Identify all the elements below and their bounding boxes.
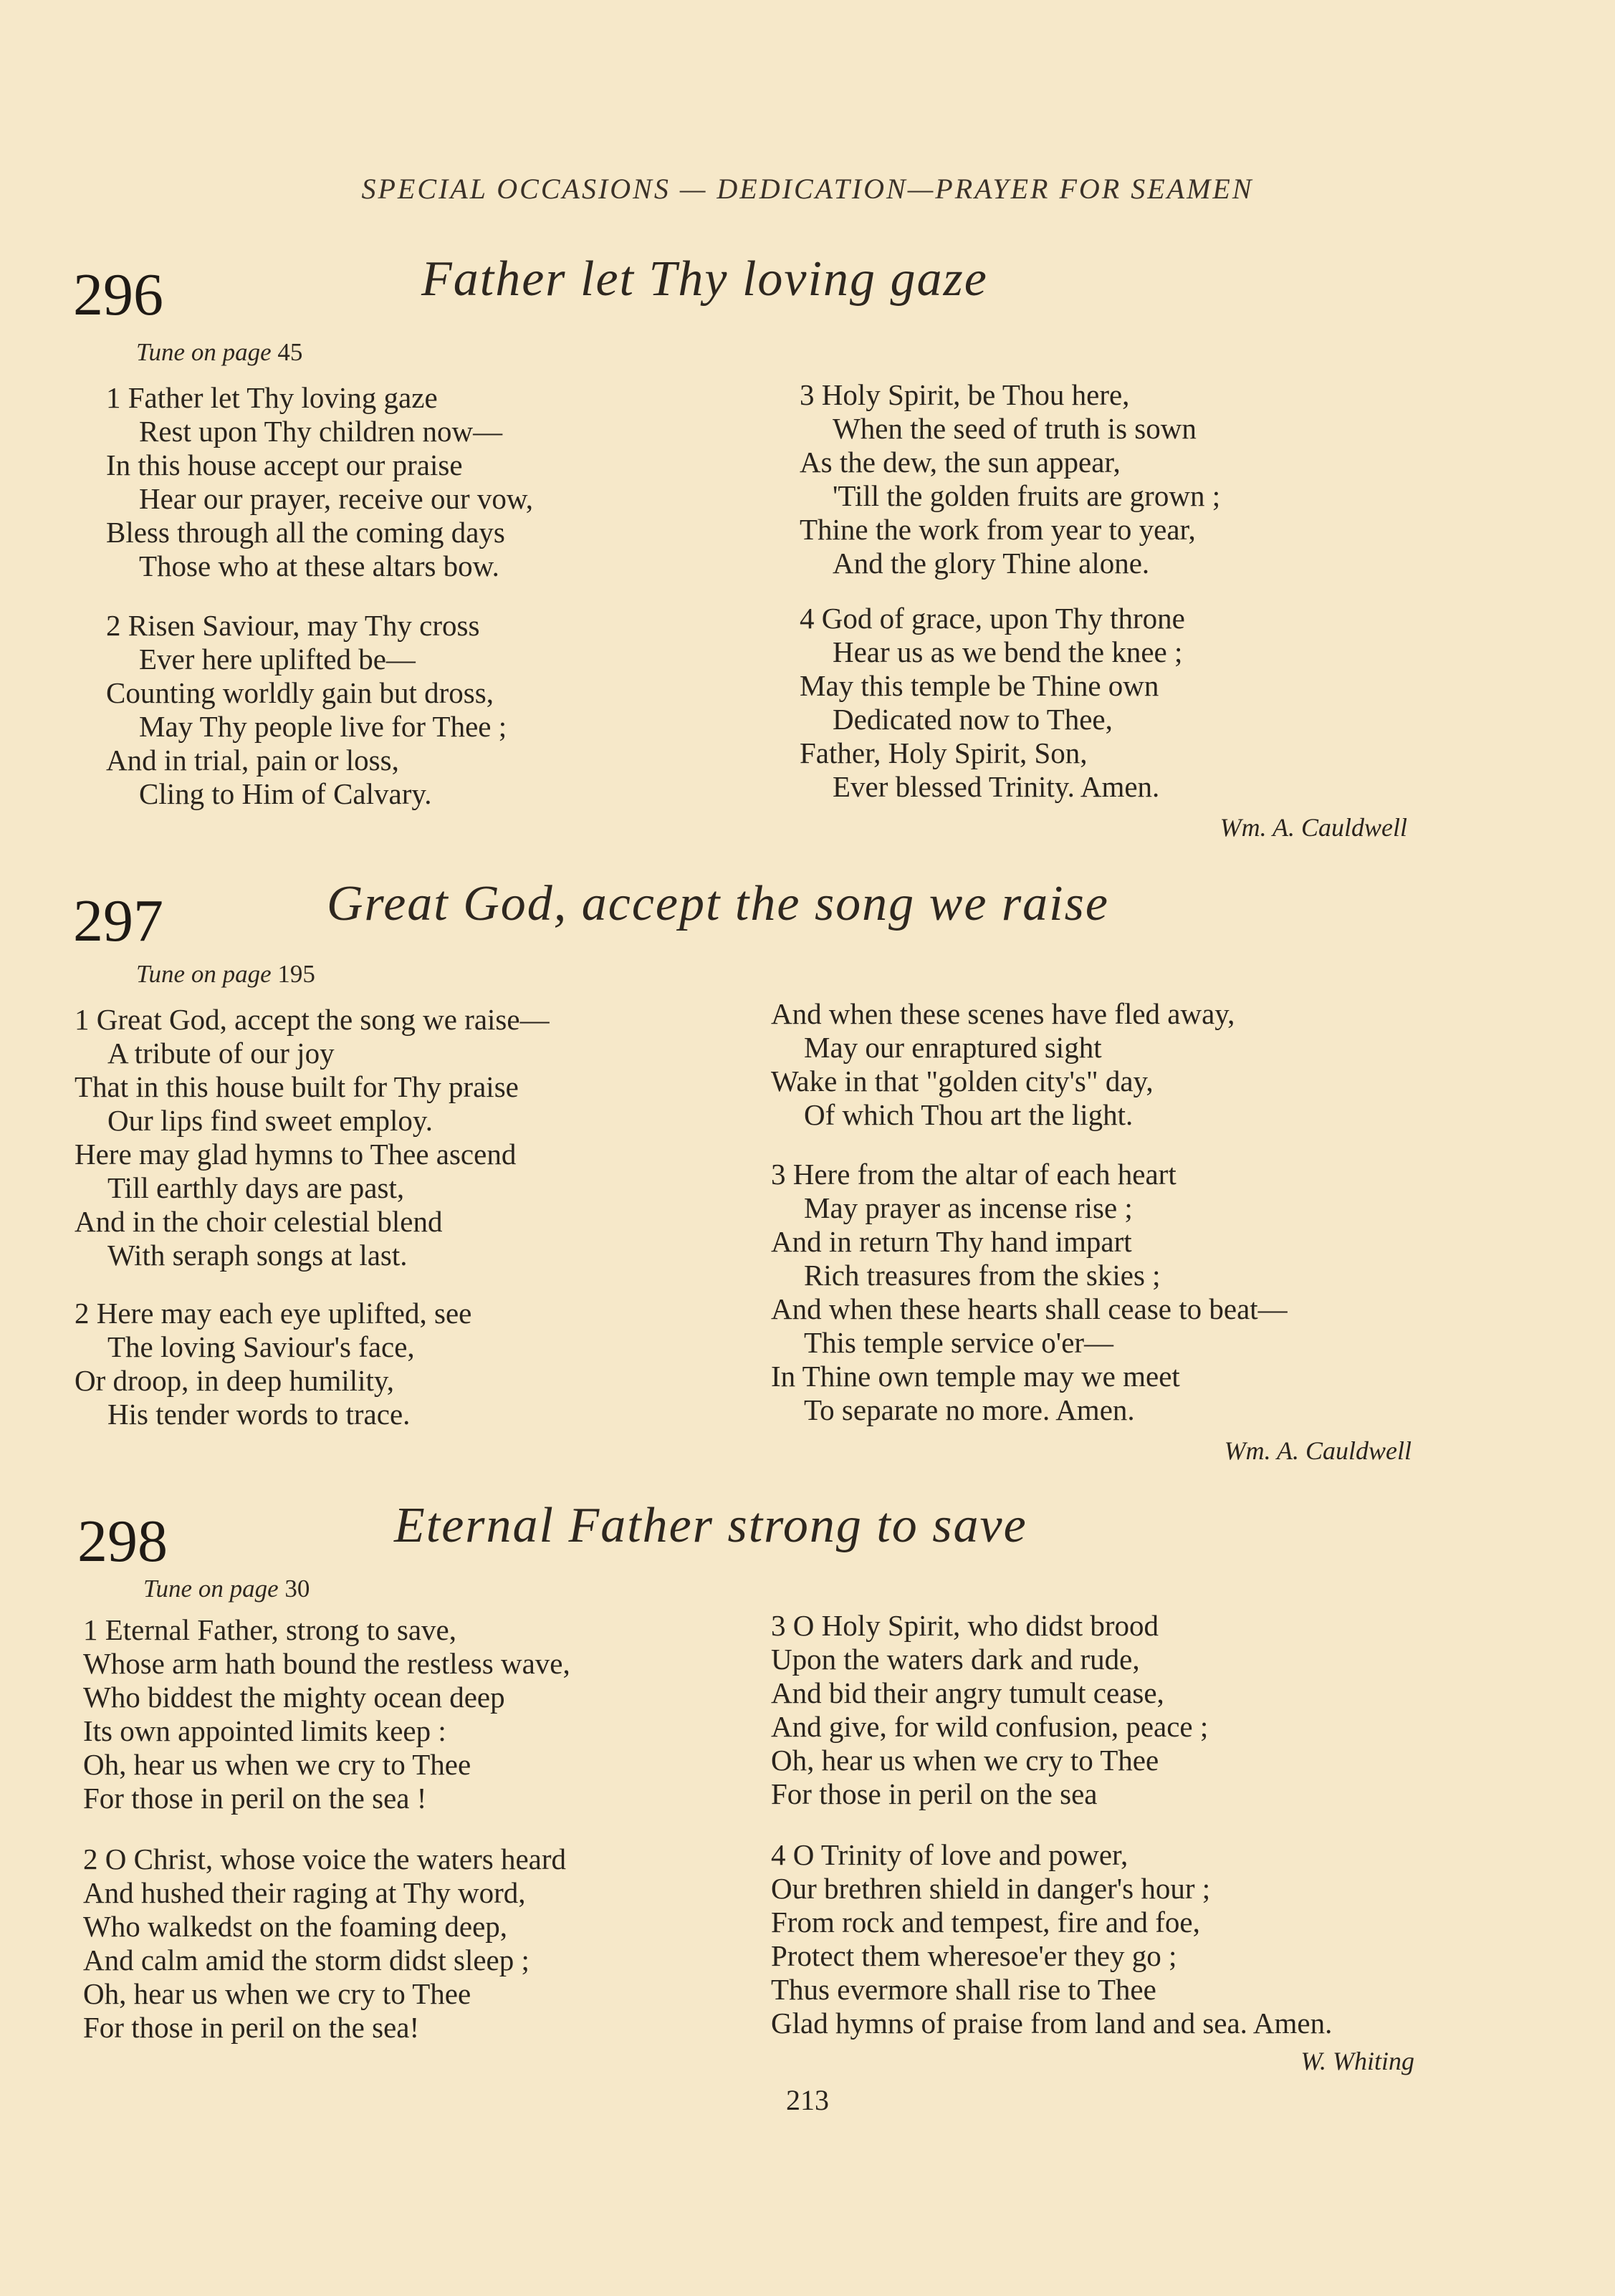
verse-line: Oh, hear us when we cry to Thee — [771, 1744, 1159, 1777]
hymn-298-verse-2 — [83, 1843, 566, 2045]
hymn-297-author: Wm. A. Cauldwell — [1224, 1436, 1412, 1465]
hymn-title-297: Great God, accept the song we raise — [327, 876, 1109, 931]
verse-line: Oh, hear us when we cry to Thee — [83, 1748, 471, 1781]
verse-line: And the glory Thine alone. — [833, 547, 1150, 580]
page-number: 213 — [786, 2084, 829, 2116]
hymn-298-author: W. Whiting — [1300, 2047, 1414, 2075]
verse-line: As the dew, the sun appear, — [800, 446, 1121, 479]
hymn-298-verse-1 — [83, 1613, 570, 1815]
verse-line: Ever blessed Trinity. Amen. — [833, 770, 1160, 803]
verse-line: And when these scenes have fled away, — [771, 997, 1235, 1030]
tune-page: 195 — [277, 960, 315, 988]
verse-line: And in the choir celestial blend — [75, 1205, 443, 1238]
hymn-297-verse-2 — [75, 1297, 471, 1431]
tune-label: Tune on page — [136, 960, 272, 988]
verse-line: 2 Risen Saviour, may Thy cross — [106, 609, 480, 642]
verse-line: His tender words to trace. — [107, 1398, 411, 1431]
verse-line: May Thy people live for Thee ; — [139, 710, 507, 743]
verse-line: Counting worldly gain but dross, — [106, 676, 494, 709]
verse-line: Those who at these altars bow. — [139, 549, 499, 582]
hymn-title-298: Eternal Father strong to save — [394, 1498, 1027, 1553]
verse-line: For those in peril on the sea! — [83, 2011, 420, 2044]
hymn-title-296: Father let Thy loving gaze — [421, 251, 988, 307]
verse-line: 4 God of grace, upon Thy throne — [800, 602, 1185, 635]
hymn-296-verse-4 — [800, 602, 1185, 804]
hymn-297-verse-continued — [771, 997, 1235, 1132]
hymn-297-verse-1 — [75, 1003, 550, 1272]
verse-line: And calm amid the storm didst sleep ; — [83, 1944, 529, 1976]
verse-line: And hushed their raging at Thy word, — [83, 1876, 526, 1909]
verse-line: This temple service o'er— — [804, 1326, 1114, 1359]
verse-line: 1 Father let Thy loving gaze — [106, 381, 438, 414]
verse-line: 4 O Trinity of love and power, — [771, 1838, 1128, 1871]
verse-line: And in trial, pain or loss, — [106, 744, 399, 777]
verse-line: Upon the waters dark and rude, — [771, 1643, 1140, 1676]
verse-line: Or droop, in deep humility, — [75, 1364, 394, 1397]
verse-line: With seraph songs at last. — [107, 1239, 408, 1272]
verse-line: Dedicated now to Thee, — [833, 703, 1113, 736]
tune-reference-298 — [143, 1575, 310, 1603]
verse-line: For those in peril on the sea — [771, 1777, 1098, 1810]
hymn-296-verse-1 — [106, 381, 533, 583]
verse-line: 1 Eternal Father, strong to save, — [83, 1613, 456, 1646]
verse-line: 3 Here from the altar of each heart — [771, 1158, 1176, 1191]
verse-line: Thus evermore shall rise to Thee — [771, 1973, 1156, 2006]
verse-line: That in this house built for Thy praise — [75, 1070, 519, 1103]
verse-line: Protect them wheresoe'er they go ; — [771, 1939, 1177, 1972]
verse-line: May this temple be Thine own — [800, 669, 1159, 702]
running-header: SPECIAL OCCASIONS — DEDICATION—PRAYER FOR SEAMEN — [361, 173, 1254, 205]
hymn-298-verse-4 — [771, 1838, 1332, 2040]
verse-line: And give, for wild confusion, peace ; — [771, 1710, 1209, 1743]
verse-line: From rock and tempest, fire and foe, — [771, 1906, 1200, 1939]
verse-line: 2 O Christ, whose voice the waters heard — [83, 1843, 567, 1875]
verse-line: Oh, hear us when we cry to Thee — [83, 1977, 471, 2010]
verse-line: Glad hymns of praise from land and sea. Amen. — [771, 2007, 1333, 2040]
verse-line: 2 Here may each eye uplifted, see — [75, 1297, 472, 1330]
verse-line: 'Till the golden fruits are grown ; — [833, 479, 1221, 512]
verse-line: To separate no more. Amen. — [804, 1393, 1135, 1426]
tune-reference-297 — [136, 960, 315, 989]
verse-line: Ever here uplifted be— — [139, 643, 416, 676]
verse-line: Who walkedst on the foaming deep, — [83, 1910, 508, 1943]
verse-line: Of which Thou art the light. — [804, 1098, 1134, 1131]
hymn-296-author: Wm. A. Cauldwell — [1219, 813, 1407, 842]
verse-line: In Thine own temple may we meet — [771, 1360, 1180, 1393]
verse-line: May prayer as incense rise ; — [804, 1191, 1133, 1224]
verse-line: Thine the work from year to year, — [800, 513, 1196, 546]
verse-line: 3 O Holy Spirit, who didst brood — [771, 1609, 1159, 1642]
verse-line: And when these hearts shall cease to beat— — [771, 1292, 1288, 1325]
verse-line: When the seed of truth is sown — [833, 412, 1197, 445]
verse-line: Rich treasures from the skies ; — [804, 1259, 1161, 1292]
verse-line: In this house accept our praise — [106, 448, 463, 481]
verse-line: And in return Thy hand impart — [771, 1225, 1132, 1258]
tune-label: Tune on page — [136, 338, 272, 366]
verse-line: Hear us as we bend the knee ; — [833, 635, 1183, 668]
verse-line: 1 Great God, accept the song we raise— — [75, 1003, 550, 1036]
hymn-number-298: 298 — [77, 1508, 168, 1575]
tune-page: 30 — [284, 1575, 310, 1603]
verse-line: Hear our prayer, receive our vow, — [139, 482, 534, 515]
verse-line: Its own appointed limits keep : — [83, 1714, 446, 1747]
verse-line: Bless through all the coming days — [106, 516, 505, 549]
verse-line: Our lips find sweet employ. — [107, 1104, 433, 1137]
verse-line: The loving Saviour's face, — [107, 1330, 415, 1363]
hymn-296-verse-2 — [106, 609, 507, 811]
verse-line: Our brethren shield in danger's hour ; — [771, 1872, 1211, 1905]
verse-line: A tribute of our joy — [107, 1037, 335, 1070]
hymn-298-verse-3 — [771, 1609, 1208, 1811]
verse-line: 3 Holy Spirit, be Thou here, — [800, 378, 1130, 411]
tune-page: 45 — [277, 338, 303, 366]
verse-line: Father, Holy Spirit, Son, — [800, 736, 1088, 769]
verse-line: For those in peril on the sea ! — [83, 1782, 427, 1815]
hymn-297-verse-3 — [771, 1158, 1288, 1427]
hymn-296-verse-3 — [800, 378, 1220, 580]
verse-line: Rest upon Thy children now— — [139, 415, 503, 448]
hymn-number-296: 296 — [73, 261, 163, 328]
verse-line: May our enraptured sight — [804, 1031, 1102, 1064]
verse-line: And bid their angry tumult cease, — [771, 1676, 1164, 1709]
verse-line: Whose arm hath bound the restless wave, — [83, 1647, 570, 1680]
verse-line: Till earthly days are past, — [107, 1171, 405, 1204]
tune-reference-296 — [136, 338, 302, 367]
verse-line: Wake in that "golden city's" day, — [771, 1065, 1154, 1097]
tune-label: Tune on page — [143, 1575, 279, 1603]
verse-line: Who biddest the mighty ocean deep — [83, 1681, 505, 1714]
hymn-number-297: 297 — [73, 888, 163, 954]
verse-line: Here may glad hymns to Thee ascend — [75, 1138, 517, 1171]
verse-line: Cling to Him of Calvary. — [139, 777, 432, 810]
